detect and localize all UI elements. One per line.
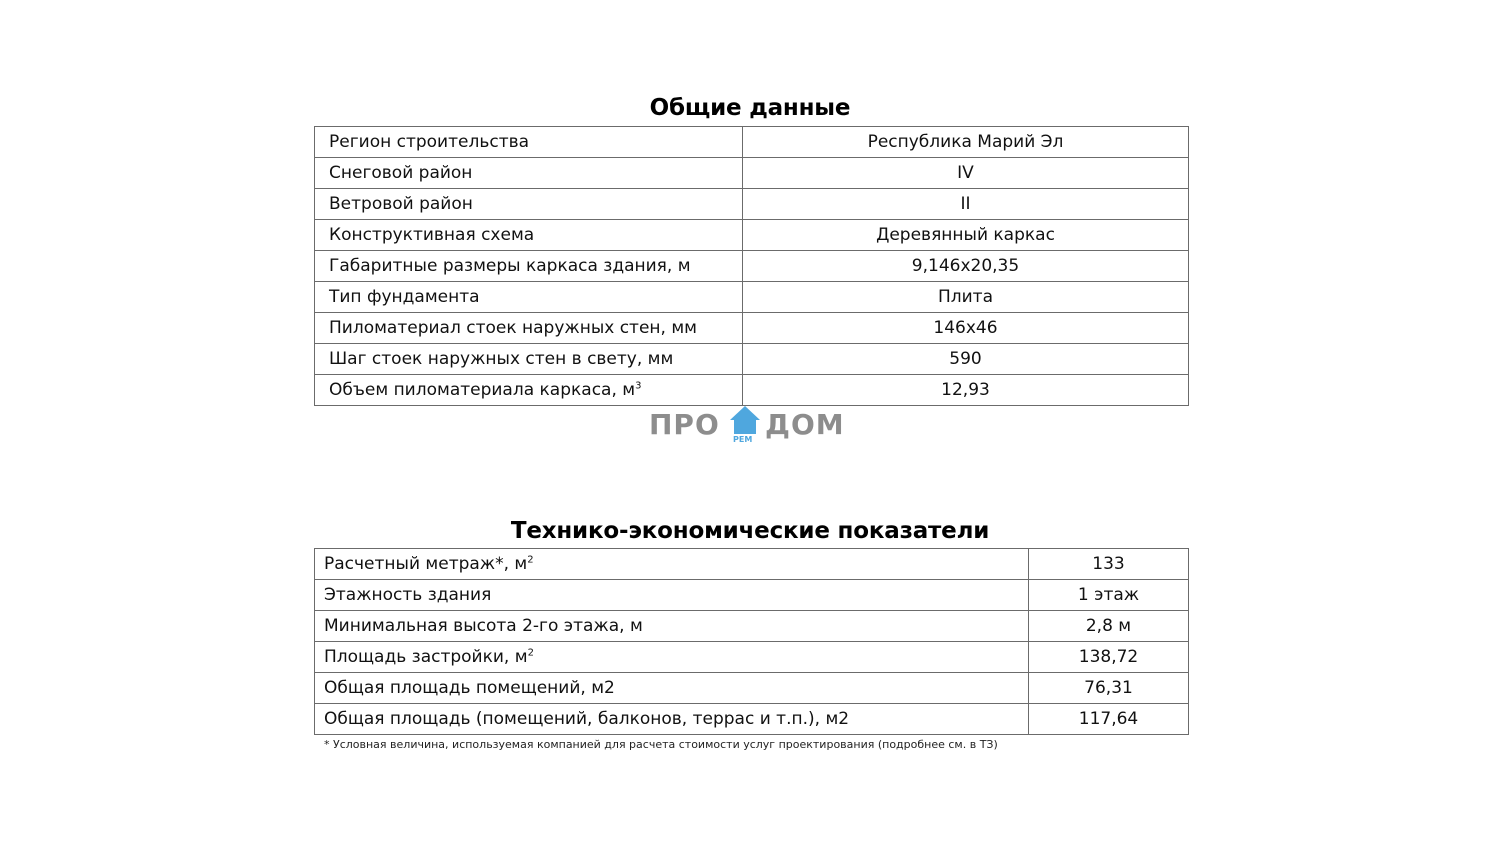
row-value: 1 этаж [1029,580,1189,611]
general-title: Общие данные [649,95,851,121]
row-value: 9,146x20,35 [743,251,1189,282]
table-row [315,344,1189,375]
row-label-text: Площадь застройки, м [324,647,528,667]
table-row [315,127,1189,158]
table-row [315,158,1189,189]
row-value: II [743,189,1189,220]
row-label: Общая площадь помещений, м2 [315,673,1029,704]
row-value: 133 [1029,549,1189,580]
row-label: Тип фундамента [315,282,743,313]
table-row [315,220,1189,251]
row-value: 590 [743,344,1189,375]
general-table [314,126,1189,406]
row-label-text: Объем пиломатериала каркаса, м [329,380,636,400]
logo [649,404,849,446]
row-label [315,375,743,406]
row-value: Плита [743,282,1189,313]
logo-left-word: ПРО [649,408,720,441]
row-label: Пиломатериал стоек наружных стен, мм [315,313,743,344]
row-value: Республика Марий Эл [743,127,1189,158]
tech-title: Технико-экономические показатели [510,518,990,544]
row-label: Этажность здания [315,580,1029,611]
row-value: 146x46 [743,313,1189,344]
row-label: Минимальная высота 2-го этажа, м [315,611,1029,642]
table-row [315,189,1189,220]
row-label [315,549,1029,580]
superscript: 2 [527,647,534,659]
row-label: Снеговой район [315,158,743,189]
row-label: Шаг стоек наружных стен в свету, мм [315,344,743,375]
row-label: Регион строительства [315,127,743,158]
table-row [315,282,1189,313]
house-icon [728,404,762,438]
row-label [315,642,1029,673]
row-value: 117,64 [1029,704,1189,735]
row-value: 138,72 [1029,642,1189,673]
table-row [315,580,1189,611]
table-row [315,549,1189,580]
row-label: Габаритные размеры каркаса здания, м [315,251,743,282]
row-label: Конструктивная схема [315,220,743,251]
table-row [315,611,1189,642]
row-label: Ветровой район [315,189,743,220]
row-value: Деревянный каркас [743,220,1189,251]
table-row [315,375,1189,406]
logo-right-word: ДОМ [765,408,845,441]
logo-small-word: РЕМ [733,435,753,444]
row-value: 76,31 [1029,673,1189,704]
table-row [315,251,1189,282]
table-row [315,673,1189,704]
table-row [315,313,1189,344]
footnote: * Условная величина, используемая компанией для расчета стоимости услуг проектирования (подробнее см. в ТЗ) [324,738,998,751]
tech-table [314,548,1189,735]
table-row [315,642,1189,673]
row-label-text: Расчетный метраж*, м [324,554,528,574]
row-value: 2,8 м [1029,611,1189,642]
row-value: 12,93 [743,375,1189,406]
row-label: Общая площадь (помещений, балконов, террас и т.п.), м2 [315,704,1029,735]
superscript: 2 [527,554,534,566]
row-value: IV [743,158,1189,189]
superscript: 3 [635,380,642,392]
table-row [315,704,1189,735]
